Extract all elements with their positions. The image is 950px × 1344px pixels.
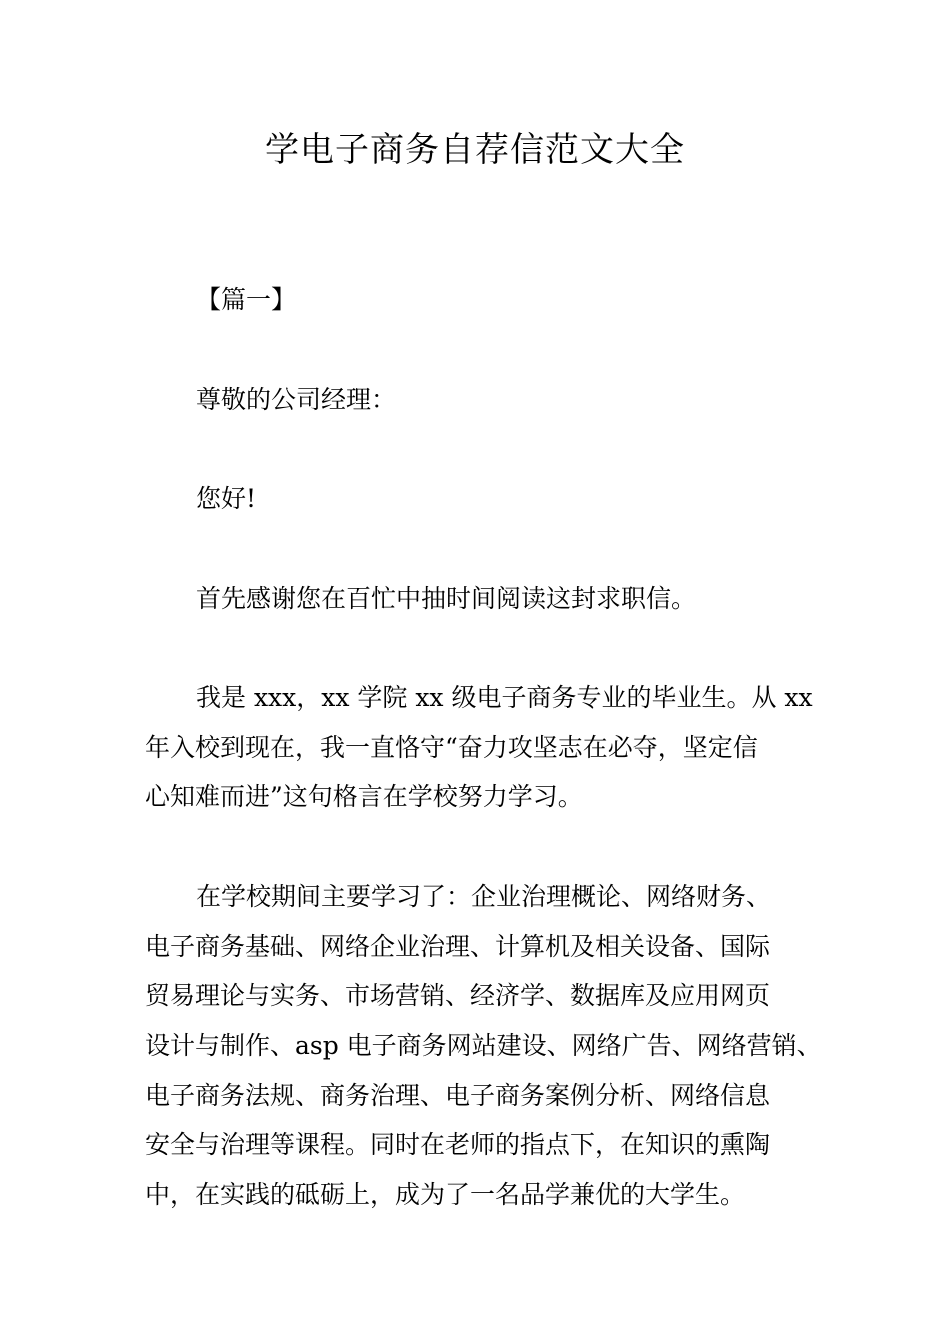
paragraph-3-line-4: 设计与制作、asp 电子商务网站建设、网络广告、网络营销、 xyxy=(145,1031,822,1060)
paragraph-3-line-3: 贸易理论与实务、市场营销、经济学、数据库及应用网页 xyxy=(145,981,771,1010)
paragraph-1-line-1: 首先感谢您在百忙中抽时间阅读这封求职信。 xyxy=(196,584,697,613)
section-label: 【篇一】 xyxy=(196,285,297,314)
greeting: 您好! xyxy=(196,484,257,513)
salutation: 尊敬的公司经理： xyxy=(196,385,397,414)
paragraph-2-line-1: 我是 xxx，xx 学院 xx 级电子商务专业的毕业生。从 xx xyxy=(196,683,813,712)
paragraph-2-line-2: 年入校到现在，我一直恪守“奋力攻坚志在必夺，坚定信 xyxy=(145,733,758,762)
paragraph-3-line-5: 电子商务法规、商务治理、电子商务案例分析、网络信息 xyxy=(145,1081,771,1110)
paragraph-3-line-6: 安全与治理等课程。同时在老师的指点下，在知识的熏陶 xyxy=(145,1130,771,1159)
paragraph-2-line-3: 心知难而进”这句格言在学校努力学习。 xyxy=(145,782,583,811)
document-title: 学电子商务自荐信范文大全 xyxy=(265,130,685,170)
paragraph-3-line-2: 电子商务基础、网络企业治理、计算机及相关设备、国际 xyxy=(145,932,771,961)
paragraph-3-line-7: 中，在实践的砥砺上，成为了一名品学兼优的大学生。 xyxy=(145,1180,746,1209)
paragraph-3-line-1: 在学校期间主要学习了：企业治理概论、网络财务、 xyxy=(196,882,772,911)
